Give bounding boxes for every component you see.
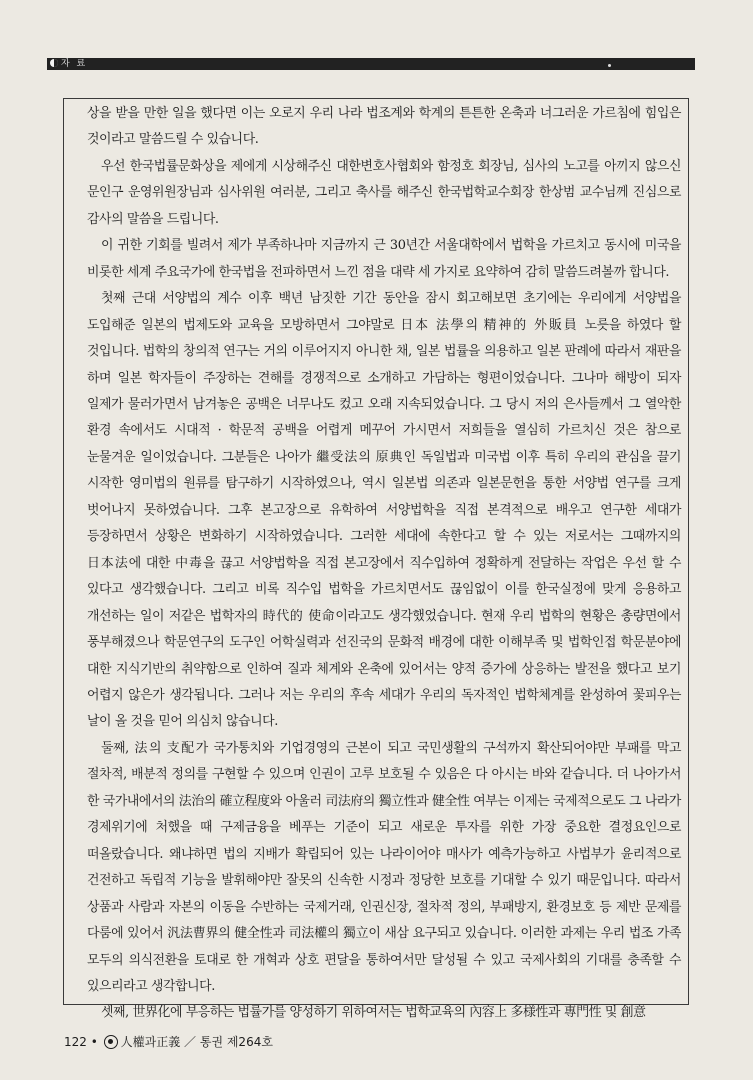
header-bar xyxy=(47,58,695,70)
paragraph-5: 둘째, 法의 支配가 국가통치와 기업경영의 근본이 되고 국민생활의 구석까지 확산되어야만 부패를 막고 절차적, 배분적 정의를 구현할 수 있으며 인권이 고루 보호될 수 있음은 다 아시는 바와 같습니다. 더 나아가서 한 국가내에서의 法治의 確立程度와 아울러 司法府의 獨立性과 健全性 여부는 이제는 국제적으로도 그 나라가 경제위기에 처했을 때 구제금융을 베푸는 기준이 되고 새로운 투자를 위한 가장 중요한 결정요인으로 떠올랐습니다. 왜냐하면 법의 지배가 확립되어 있는 나라이어야 매사가 예측가능하고 사법부가 윤리적으로 건전하고 독립적 기능을 발휘해야만 잘못의 신속한 시정과 정당한 보호를 기대할 수 있기 때문입니다. 따라서 상품과 사람과 자본의 이동을 수반하는 국제거래, 인권신장, 절차적 정의, 부패방지, 환경보호 등 제반 문제를 다룸에 있어서 汎法曹界의 健全性과 司法權의 獨立이 새삼 요구되고 있습니다. 이러한 과제는 우리 법조 가족 모두의 의식전환을 토대로 한 개혁과 상호 편달을 통하여서만 달성될 수 있고 국제사회의 기대를 충족할 수 있으리라고 생각합니다. xyxy=(87,740,681,994)
half-circle-icon xyxy=(50,59,58,67)
page-number: 122 xyxy=(64,1035,87,1049)
journal-title: 人權과正義 ／ 통권 제264호 xyxy=(120,1035,273,1049)
section-label: 자 료 xyxy=(61,59,88,69)
header-dot xyxy=(608,64,611,67)
paragraph-4: 첫째 근대 서양법의 계수 이후 백년 남짓한 기간 동안을 잠시 회고해보면 초기에는 우리에게 서양법을 도입해준 일본의 법제도와 교육을 모방하면서 그야말로 日本 法學의 精神的 外販員 노릇을 하였다 할 것입니다. 법학의 창의적 연구는 거의 이루어지지 아니한 채, 일본 법률을 의용하고 일본 판례에 따라서 재판을 하며 일본 학자들이 주장하는 견해를 경쟁적으로 소개하고 가담하는 형편이었습니다. 그나마 해방이 되자 일제가 물러가면서 남겨놓은 공백은 너무나도 컸고 오래 지속되었습니다. 그 당시 저의 은사들께서 그 열악한 환경 속에서도 시대적 · 학문적 공백을 어렵게 메꾸어 가시면서 저희들을 열심히 가르치신 것은 참으로 눈물겨운 일이었습니다. 그분들은 나아가 繼受法의 原典인 독일법과 미국법 이후 특히 우리의 관심을 끌기 시작한 영미법의 원류를 탐구하기 시작하였으나, 역시 일본법 의존과 일본문헌을 통한 서양법 연구를 크게 벗어나지 못하였습니다. 그후 본고장으로 유학하여 서양법학을 직접 본격적으로 배우고 연구한 세대가 등장하면서 상황은 변화하기 시작하였습니다. 그러한 세대에 속한다고 할 수 있는 저로서는 그때까지의 日本法에 대한 中毒을 끊고 서양법학을 직접 본고장에서 직수입하여 정확하게 전달하는 작업은 우선 할 수 있다고 생각했습니다. 그리고 비록 직수입 법학을 가르치면서도 끊임없이 이를 한국실정에 맞게 응용하고 개선하는 일이 저같은 법학자의 時代的 使命이라고도 생각했었습니다. 현재 우리 법학의 현황은 총량면에서 풍부해졌으나 학문연구의 도구인 어학실력과 선진국의 문화적 배경에 대한 이해부족 및 법학인접 학문분야에 대한 지식기반의 취약함으로 인하여 질과 체계와 온축에 있어서는 양적 증가에 상응하는 발전을 했다고 보기 어렵지 않은가 생각됩니다. 그러나 저는 우리의 후속 세대가 우리의 독자적인 법학체계를 완성하여 꽃피우는 날이 올 것을 믿어 의심치 않습니다. xyxy=(87,291,681,730)
paragraph-3: 이 귀한 기회를 빌려서 제가 부족하나마 지금까지 근 30년간 서울대학에서 법학을 가르치고 동시에 미국을 비롯한 세계 주요국가에 한국법을 전파하면서 느낀 점을 대략 세 가지로 요약하여 감히 말씀드려볼까 합니다. xyxy=(87,238,681,280)
page-footer xyxy=(64,1034,273,1050)
paragraph-2: 우선 한국법률문화상을 제에게 시상해주신 대한변호사협회와 함정호 회장님, 심사의 노고를 아끼지 않으신 문인구 운영위원장님과 심사위원 여러분, 그리고 축사를 해주신 한국법학교수회장 한상범 교수님께 진심으로 감사의 말씀을 드립니다. xyxy=(87,158,681,227)
paragraph-6: 셋째, 世界化에 부응하는 법률가를 양성하기 위하여서는 법학교육의 內容上 多様性과 專門性 및 創意 xyxy=(101,1005,646,1021)
paragraph-1: 상을 받을 만한 일을 했다면 이는 오로지 우리 나라 법조계와 학계의 튼튼한 온축과 너그러운 가르침에 힘입은 것이라고 말씀드릴 수 있습니다. xyxy=(87,106,681,148)
article-body xyxy=(87,101,681,1027)
section-header xyxy=(50,58,87,70)
journal-logo-icon xyxy=(104,1035,118,1049)
bullet-separator: • xyxy=(86,1035,102,1049)
